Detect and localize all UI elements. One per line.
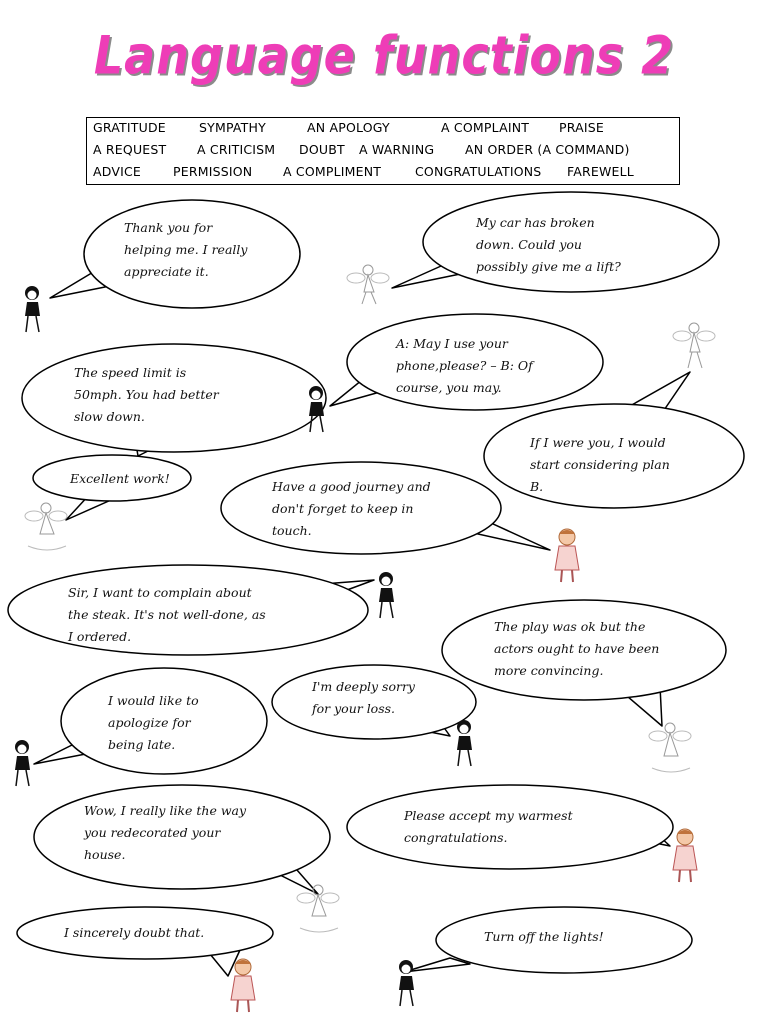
- girl-figure: [550, 526, 584, 586]
- betty-boop-figure: [302, 384, 332, 436]
- betty-boop-figure: [450, 718, 480, 770]
- bubble-text: The speed limit is 50mph. You had better slow down.: [74, 365, 219, 424]
- word-box-item: FAREWELL: [567, 164, 634, 179]
- betty-boop-figure: [18, 284, 48, 336]
- bubble-text: Thank you for helping me. I really appreciate it.: [124, 220, 248, 279]
- girl-figure: [668, 826, 702, 886]
- betty-boop-figure: [392, 958, 422, 1010]
- word-box-item: A COMPLAINT: [441, 120, 530, 135]
- word-box-item: A COMPLIMENT: [283, 164, 382, 179]
- bubble-text: Sir, I want to complain about the steak. It's not well-done, as I ordered.: [68, 585, 266, 644]
- word-box-item: AN APOLOGY: [307, 120, 390, 135]
- word-box-item: A WARNING: [359, 142, 435, 157]
- fairy-figure: [672, 318, 716, 374]
- girl-figure: [226, 956, 260, 1016]
- word-box-item: GRATITUDE: [93, 120, 166, 135]
- word-box-item: A CRITICISM: [197, 142, 276, 157]
- word-box-item: ADVICE: [93, 164, 142, 179]
- fairy-figure: [346, 260, 390, 308]
- bubble-text: Excellent work!: [70, 471, 170, 486]
- bubble-text: Wow, I really like the way you redecorated your house.: [84, 803, 247, 862]
- bubble-text: I'm deeply sorry for your loss.: [312, 679, 415, 716]
- word-box-item: PERMISSION: [173, 164, 253, 179]
- bubble-text: The play was ok but the actors ought to have been more convincing.: [494, 619, 660, 678]
- bubble-text: Turn off the lights!: [484, 929, 604, 944]
- word-box-item: A REQUEST: [93, 142, 167, 157]
- fairy-figure: [648, 718, 694, 776]
- bubble-text: If I were you, I would start considering plan B.: [530, 435, 670, 494]
- fairy-figure: [24, 498, 70, 554]
- bubble-text: My car has broken down. Could you possibly give me a lift?: [476, 215, 621, 274]
- word-box-item: DOUBT: [299, 142, 345, 157]
- word-box-item: AN ORDER (A COMMAND): [465, 142, 630, 157]
- betty-boop-figure: [372, 570, 402, 622]
- worksheet-title: Language functions 2: [93, 23, 675, 87]
- betty-boop-figure: [8, 738, 38, 790]
- bubble-text: I sincerely doubt that.: [64, 925, 205, 940]
- word-box-item: CONGRATULATIONS: [415, 164, 542, 179]
- word-box-item: SYMPATHY: [199, 120, 266, 135]
- bubble-text: Have a good journey and don't forget to keep in touch.: [272, 479, 431, 538]
- bubble-text: I would like to apologize for being late.: [108, 693, 199, 752]
- bubble-text: Please accept my warmest congratulations.: [404, 808, 573, 845]
- word-box-item: PRAISE: [559, 120, 604, 135]
- bubble-text: A: May I use your phone,please? – B: Of course, you may.: [396, 336, 533, 395]
- fairy-figure: [296, 880, 342, 936]
